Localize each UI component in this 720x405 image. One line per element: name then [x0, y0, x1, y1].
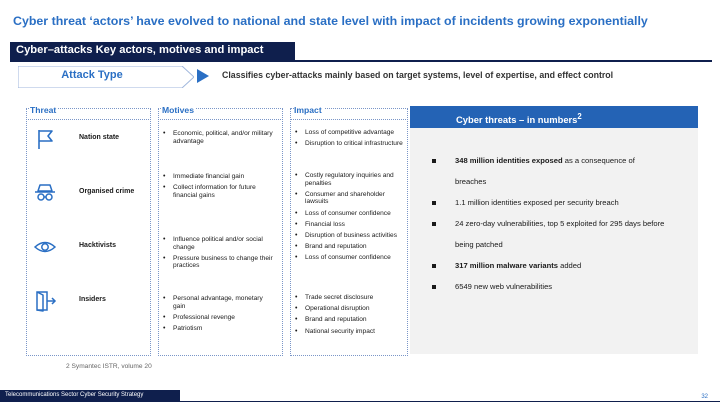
threat-row-nation-state	[27, 127, 147, 161]
threat-row-organised-crime	[27, 181, 147, 215]
page-number: 32	[701, 394, 708, 400]
attack-type-chevron	[18, 66, 194, 88]
chevron-right-icon	[197, 69, 209, 83]
list-item: • Collect information for future financial gains	[161, 184, 273, 199]
stat-highlight: 317 million malware variants	[455, 261, 558, 270]
list-item: • Disruption to critical infrastructure	[293, 140, 403, 148]
list-item	[432, 150, 692, 192]
footer-label: Telecommunications Sector Cyber Security Strategy	[0, 390, 180, 402]
spy-icon	[33, 181, 57, 205]
threat-name: Nation state	[79, 134, 120, 141]
list-item: • Financial loss	[293, 221, 403, 229]
list-item: • Consumer and shareholder lawsuits	[293, 191, 403, 206]
list-item: • Immediate financial gain	[161, 173, 273, 181]
threat-column	[26, 105, 151, 356]
list-item	[432, 213, 692, 255]
door-exit-icon	[33, 289, 57, 313]
cyber-numbers-title	[456, 112, 582, 125]
section-label: Cyber–attacks Key actors, motives and impact	[10, 42, 295, 60]
list-item: • Patriotism	[161, 325, 273, 333]
threat-row-hacktivists	[27, 235, 147, 269]
stat-text-continued: being patched	[455, 240, 503, 249]
cyber-numbers-list	[432, 150, 692, 297]
threat-name: Hacktivists	[79, 242, 116, 249]
flag-icon	[33, 127, 57, 151]
section-rule	[10, 60, 712, 62]
list-item: • Influence political and/or social change	[161, 236, 273, 251]
list-item	[432, 255, 692, 276]
cyber-numbers-header	[410, 106, 698, 128]
cyber-numbers-panel	[410, 106, 698, 354]
motives-column-title: Motives	[162, 105, 194, 115]
list-item	[432, 192, 692, 213]
threat-row-insiders	[27, 289, 147, 323]
impact-column-title: Impact	[294, 105, 322, 115]
attack-type-description: Classifies cyber-attacks mainly based on target systems, level of expertise, and effect control	[222, 70, 614, 80]
slide-title: Cyber threat ‘actors’ have evolved to national and state level with impact of incidents growing exponentially	[13, 14, 648, 28]
list-item: • Brand and reputation	[293, 243, 403, 251]
motives-list-hacktivists	[161, 236, 273, 274]
footnote: 2 Symantec ISTR, volume 20	[66, 363, 152, 370]
list-item	[432, 276, 692, 297]
threat-name: Insiders	[79, 296, 106, 303]
stat-text-continued: breaches	[455, 177, 487, 186]
list-item: • Costly regulatory inquiries and penalties	[293, 172, 403, 187]
motives-list-organised-crime	[161, 173, 273, 203]
list-item: • Pressure business to change their practices	[161, 255, 273, 270]
impact-list-nation-state	[293, 129, 403, 151]
attack-type-label: Attack Type	[61, 69, 123, 81]
impact-list-crime-hacktivists	[293, 172, 403, 266]
impact-list-insiders	[293, 294, 403, 339]
stat-text: added	[558, 261, 582, 270]
stat-text: as a consequence of	[562, 156, 635, 165]
impact-column	[290, 105, 408, 356]
stat-text: 6549 new web vulnerabilities	[455, 282, 553, 291]
stat-text: 24 zero-day vulnerabilities, top 5 exploited for 295 days before	[455, 219, 665, 228]
motives-list-nation-state	[161, 130, 273, 149]
list-item: • Loss of competitive advantage	[293, 129, 403, 137]
eye-icon	[33, 235, 57, 259]
threat-column-title: Threat	[30, 105, 57, 115]
list-item: • Economic, political, and/or military advantage	[161, 130, 273, 145]
panel-title-footnote: 2	[577, 112, 582, 121]
list-item: • Operational disruption	[293, 305, 403, 313]
footer-rule	[180, 401, 720, 402]
list-item: • Brand and reputation	[293, 316, 403, 324]
threat-name: Organised crime	[79, 188, 135, 195]
motives-list-insiders	[161, 295, 273, 336]
stat-highlight: 348 million identities exposed	[455, 156, 563, 165]
list-item: • Professional revenge	[161, 314, 273, 322]
list-item: • Loss of consumer confidence	[293, 254, 403, 262]
list-item: • Trade secret disclosure	[293, 294, 403, 302]
list-item: • Loss of consumer confidence	[293, 210, 403, 218]
list-item: • Disruption of business activities	[293, 232, 403, 240]
list-item: • Personal advantage, monetary gain	[161, 295, 273, 310]
motives-column	[158, 105, 283, 356]
list-item: • National security impact	[293, 328, 403, 336]
panel-title-text: Cyber threats – in numbers	[456, 114, 578, 126]
stat-text: 1.1 million identities exposed per security breach	[455, 198, 619, 207]
